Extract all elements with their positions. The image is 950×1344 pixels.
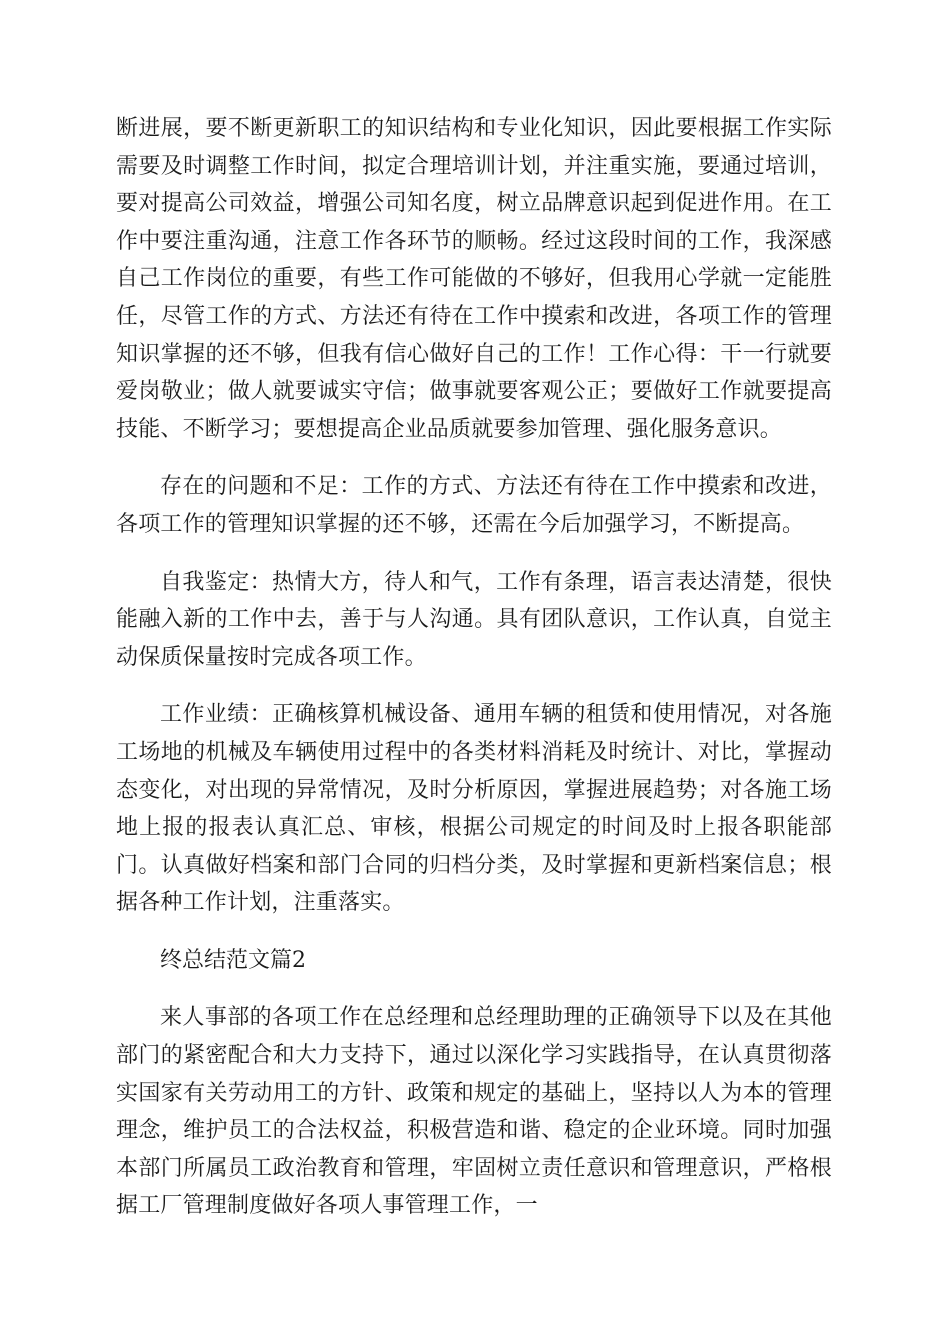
document-body [116, 110, 832, 1245]
paragraph-achievements: 工作业绩：正确核算机械设备、通用车辆的租赁和使用情况，对各施工场地的机械及车辆使用过程中的各类材料消耗及时统计、对比，掌握动态变化，对出现的异常情况，及时分析原因，掌握进展趋势；对各施工场地上报的报表认真汇总、审核，根据公司规定的时间及时上报各职能部门。认真做好档案和部门合同的归档分类，及时掌握和更新档案信息；根据各种工作计划，注重落实。 [116, 702, 832, 916]
section-heading: 终总结范文篇2 [160, 947, 306, 973]
paragraph-problems: 存在的问题和不足：工作的方式、方法还有待在工作中摸索和改进，各项工作的管理知识掌握的还不够，还需在今后加强学习，不断提高。 [116, 474, 832, 537]
paragraph-hr-department: 来人事部的各项工作在总经理和总经理助理的正确领导下以及在其他部门的紧密配合和大力支持下，通过以深化学习实践指导，在认真贯彻落实国家有关劳动用工的方针、政策和规定的基础上，坚持以人为本的管理理念，维护员工的合法权益，积极营造和谐、稳定的企业环境。同时加强本部门所属员工政治教育和管理，牢固树立责任意识和管理意识，严格根据工厂管理制度做好各项人事管理工作，一 [116, 1005, 832, 1219]
paragraph-work-improvement: 断进展，要不断更新职工的知识结构和专业化知识，因此要根据工作实际需要及时调整工作时间，拟定合理培训计划，并注重实施，要通过培训，要对提高公司效益，增强公司知名度，树立品牌意识起到促进作用。在工作中要注重沟通，注意工作各环节的顺畅。经过这段时间的工作，我深感自己工作岗位的重要，有些工作可能做的不够好，但我用心学就一定能胜任，尽管工作的方式、方法还有待在工作中摸索和改进，各项工作的管理知识掌握的还不够，但我有信心做好自己的工作！工作心得：干一行就要爱岗敬业；做人就要诚实守信；做事就要客观公正；要做好工作就要提高技能、不断学习；要想提高企业品质就要参加管理、强化服务意识。 [116, 116, 832, 442]
paragraph-self-assessment: 自我鉴定：热情大方，待人和气，工作有条理，语言表达清楚，很快能融入新的工作中去，善于与人沟通。具有团队意识，工作认真，自觉主动保质保量按时完成各项工作。 [116, 569, 832, 670]
